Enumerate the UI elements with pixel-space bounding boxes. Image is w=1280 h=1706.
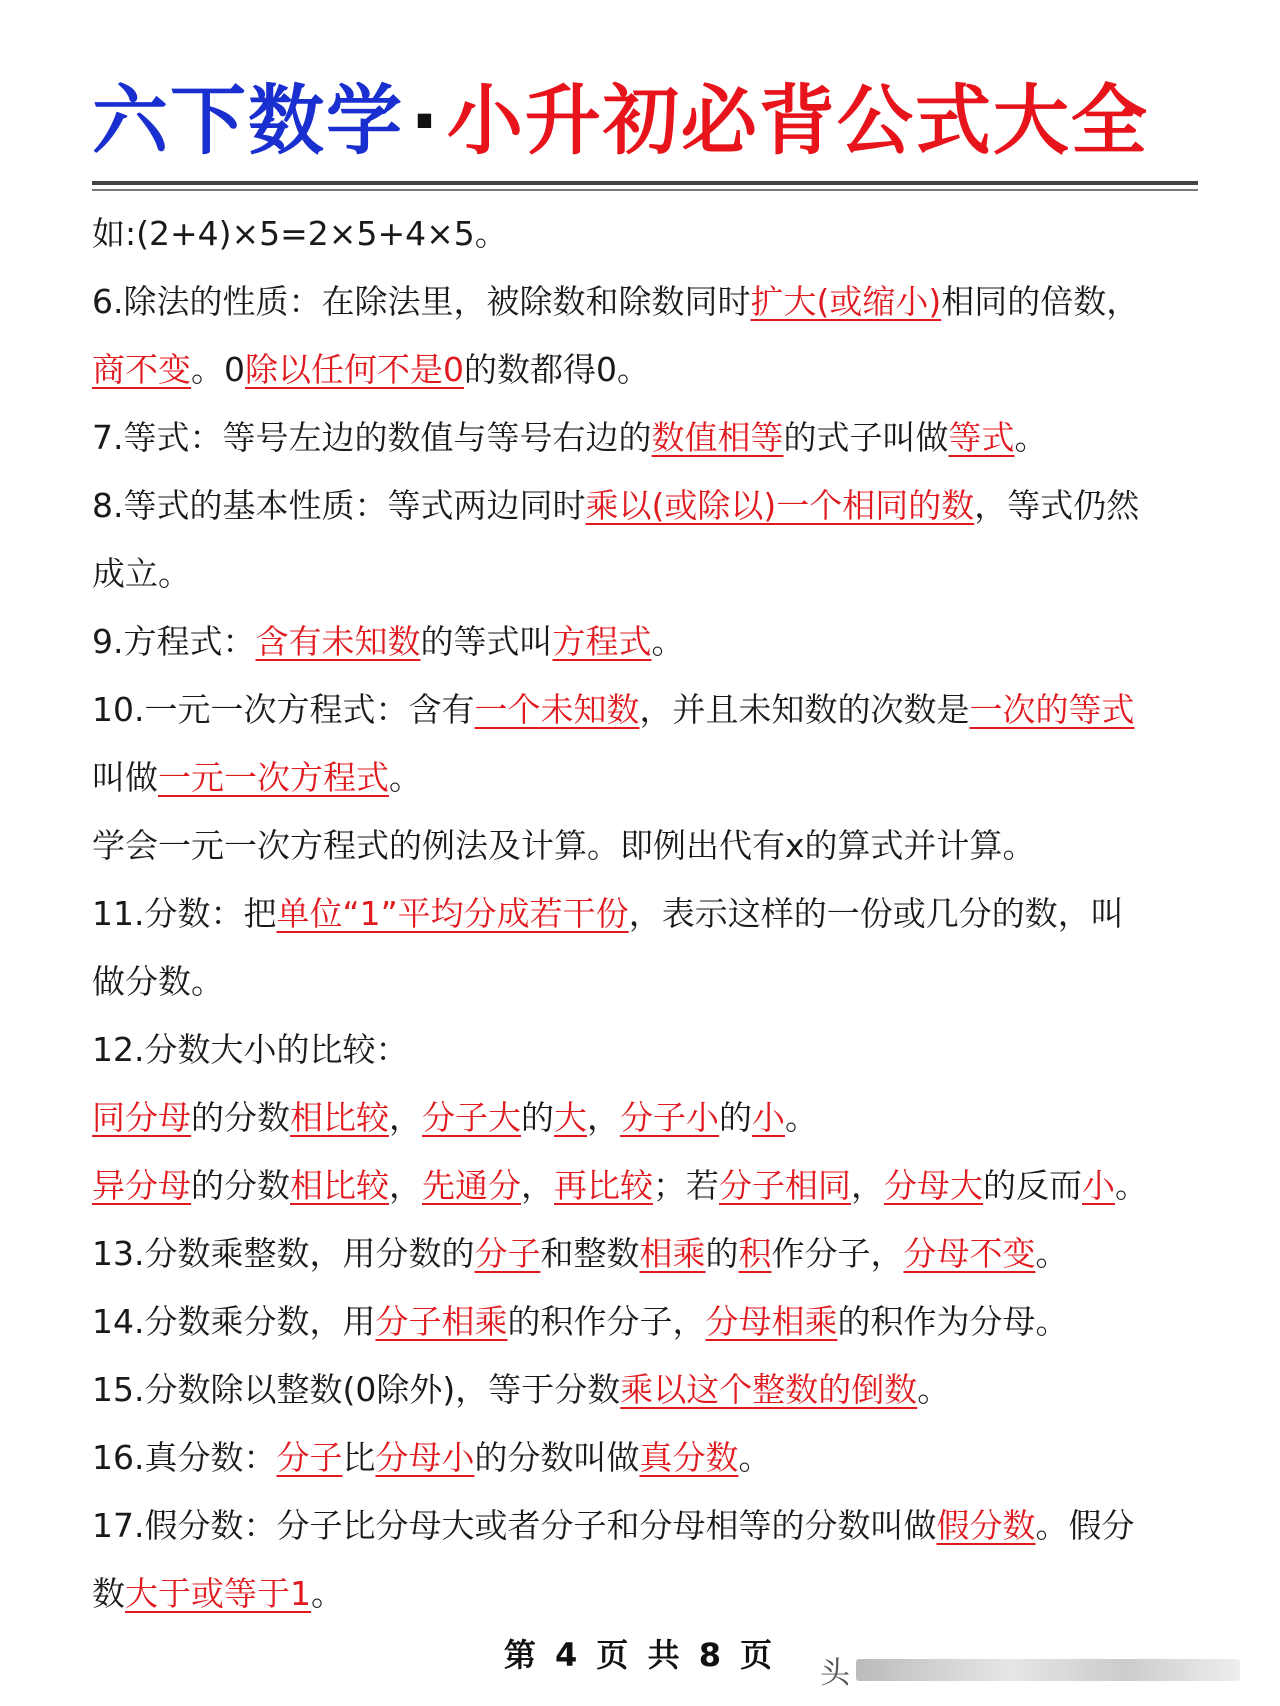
text-segment: 的反而 [983,1166,1082,1205]
text-segment: 11.分数：把 [92,894,277,933]
highlight-term: 大 [554,1098,587,1137]
title-separator: · [410,76,441,165]
highlight-term: 一个未知数 [474,690,640,729]
page-number: 第 4 页 共 8 页 [503,1636,777,1674]
title-topic: 小升初必背公式大全 [446,76,1149,165]
text-segment: ；若 [653,1166,719,1205]
watermark-bar [856,1659,1240,1681]
text-segment: 17.假分数：分子比分母大或者分子和分母相等的分数叫做 [92,1506,937,1545]
text-segment: 的 [705,1234,739,1273]
text-line [92,336,1204,404]
watermark-logo [820,1650,1240,1690]
text-segment: 14.分数乘分数，用 [92,1302,376,1341]
highlight-term: 除以任何不是0 [245,350,464,389]
text-line [92,948,1204,1016]
formula-list [92,200,1204,1628]
highlight-term: 假分数 [936,1506,1036,1545]
text-segment: 。 [1035,1234,1069,1273]
text-segment: 和整数 [540,1234,640,1273]
text-segment: 的等式叫 [420,622,553,661]
highlight-term: 方程式 [552,622,652,661]
text-line [92,1492,1204,1560]
text-line [92,1288,1204,1356]
highlight-term: 相比较 [290,1166,389,1205]
text-segment: 13.分数乘整数，用分数的 [92,1234,475,1273]
title-rule-thin [92,189,1198,191]
text-line [92,1560,1204,1628]
text-segment: 。 [785,1098,818,1137]
text-segment: 数 [92,1574,125,1613]
text-segment: 。 [1014,418,1048,457]
text-line [92,880,1204,948]
text-segment: 的数都得0。 [464,350,650,389]
text-segment: 6.除法的性质：在除法里，被除数和除数同时 [92,282,751,321]
text-line [92,1084,1204,1152]
text-line [92,1356,1204,1424]
text-segment: 。假分 [1035,1506,1135,1545]
highlight-term: 再比较 [554,1166,653,1205]
text-segment: 的分数 [191,1098,290,1137]
highlight-term: 一次的等式 [969,690,1135,729]
text-segment: 7.等式：等号左边的数值与等号右边的 [92,418,652,457]
text-segment: 8.等式的基本性质：等式两边同时 [92,486,586,525]
text-line [92,676,1204,744]
text-segment: 如:(2+4)×5=2×5+4×5。 [92,214,508,253]
highlight-term: 数值相等 [651,418,784,457]
highlight-term: 一元一次方程式 [158,758,389,797]
watermark-glyph: 头 [820,1656,850,1691]
highlight-term: 等式 [948,418,1015,457]
text-segment: 的分数 [191,1166,290,1205]
highlight-term: 分母相乘 [705,1302,838,1341]
text-segment: ，并且未知数的次数是 [639,690,970,729]
highlight-term: 小 [752,1098,785,1137]
text-segment: 。0 [191,350,245,389]
text-segment: 学会一元一次方程式的例法及计算。即例出代有x的算式并计算。 [92,826,1036,865]
text-segment: 。 [389,758,422,797]
text-line [92,1152,1204,1220]
highlight-term: 积 [738,1234,772,1273]
text-line [92,608,1204,676]
text-segment: 。 [1115,1166,1148,1205]
text-line [92,1220,1204,1288]
text-segment: 。 [917,1370,951,1409]
title-subject: 六下数学 [92,76,404,165]
text-segment: 的分数叫做 [474,1438,640,1477]
highlight-term: 乘以(或除以)一个相同的数 [585,486,975,525]
text-line [92,472,1204,540]
text-line [92,404,1204,472]
highlight-term: 分子小 [620,1098,719,1137]
text-line [92,540,1204,608]
highlight-term: 单位“1”平均分成若干份 [276,894,629,933]
page-title [92,66,1192,176]
highlight-term: 小 [1082,1166,1115,1205]
highlight-term: 分母小 [375,1438,475,1477]
highlight-term: 扩大(或缩小) [750,282,942,321]
highlight-term: 同分母 [92,1098,191,1137]
text-segment: 比 [342,1438,376,1477]
text-segment: 15.分数除以整数(0除外)，等于分数 [92,1370,621,1409]
text-segment: ， [389,1166,422,1205]
highlight-term: 分子相乘 [375,1302,508,1341]
highlight-term: 分子大 [422,1098,521,1137]
highlight-term: 分母不变 [903,1234,1036,1273]
highlight-term: 分子 [474,1234,541,1273]
text-segment: 。 [651,622,685,661]
highlight-term: 真分数 [639,1438,739,1477]
highlight-term: 异分母 [92,1166,191,1205]
text-segment: ，表示这样的一份或几分的数，叫 [628,894,1124,933]
highlight-term: 分子 [276,1438,343,1477]
highlight-term: 分母大 [884,1166,983,1205]
text-segment: ， [587,1098,620,1137]
text-segment: 16.真分数： [92,1438,277,1477]
highlight-term: 先通分 [422,1166,521,1205]
text-segment: 9.方程式： [92,622,256,661]
text-segment: 。 [311,1574,344,1613]
text-segment: 叫做 [92,758,158,797]
text-line [92,1424,1204,1492]
text-line [92,812,1204,880]
text-line [92,744,1204,812]
text-segment: ， [851,1166,884,1205]
highlight-term: 大于或等于1 [125,1574,311,1613]
text-segment: ， [521,1166,554,1205]
highlight-term: 相比较 [290,1098,389,1137]
text-segment: 的式子叫做 [783,418,949,457]
text-line [92,200,1204,268]
highlight-term: 分子相同 [719,1166,851,1205]
text-segment: 相同的倍数， [941,282,1140,321]
text-segment: 成立。 [92,554,191,593]
text-segment: ，等式仍然 [974,486,1140,525]
text-segment: 。 [738,1438,772,1477]
text-segment: 的积作为分母。 [837,1302,1069,1341]
highlight-term: 含有未知数 [255,622,421,661]
text-segment: 的积作分子， [507,1302,706,1341]
text-segment: 10.一元一次方程式：含有 [92,690,475,729]
text-segment: 的 [719,1098,752,1137]
text-segment: 12.分数大小的比较： [92,1030,409,1069]
text-line [92,1016,1204,1084]
highlight-term: 商不变 [92,350,191,389]
highlight-term: 相乘 [639,1234,706,1273]
title-rule-thick [92,181,1198,185]
text-segment: 作分子， [771,1234,904,1273]
text-segment: 做分数。 [92,962,224,1001]
text-segment: ， [389,1098,422,1137]
text-line [92,268,1204,336]
text-segment: 的 [521,1098,554,1137]
highlight-term: 乘以这个整数的倒数 [620,1370,918,1409]
